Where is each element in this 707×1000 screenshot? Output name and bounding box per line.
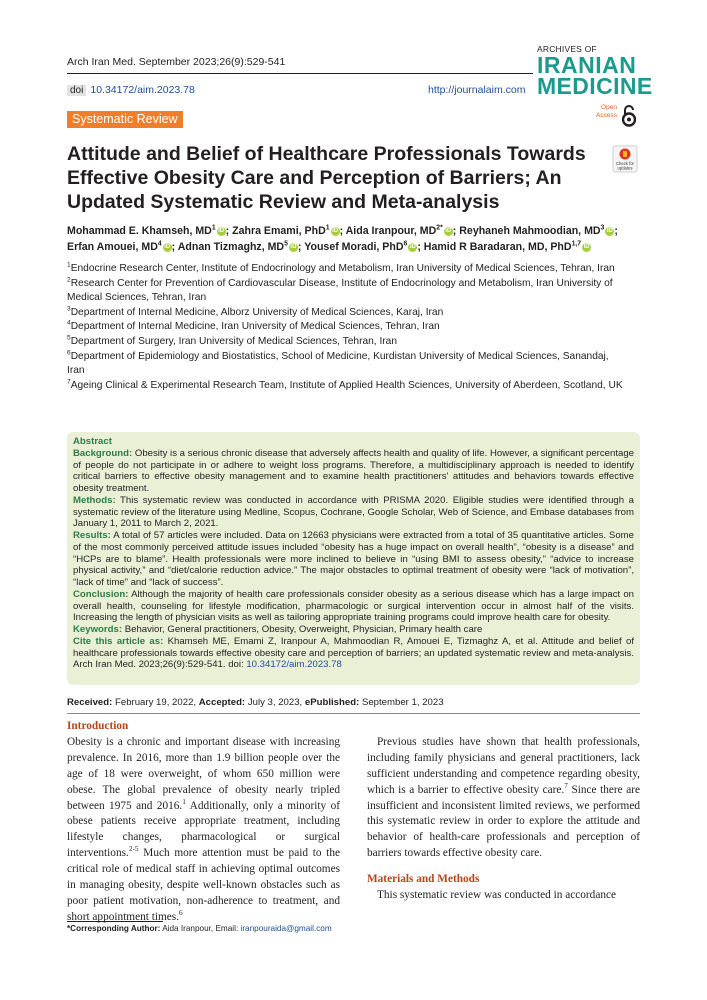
journal-reference: Arch Iran Med. September 2023;26(9):529-541: [67, 56, 286, 68]
check-updates-line1: Check for: [616, 161, 634, 166]
open-access-label: [596, 104, 617, 120]
affiliations-list: [67, 262, 627, 393]
author-affiliation-sup: 2*: [436, 224, 443, 232]
doi-link[interactable]: 10.34172/aim.2023.78: [90, 84, 195, 96]
corresponding-email-link[interactable]: iranpouraida@gmail.com: [240, 924, 332, 933]
citation-ref: 6: [179, 908, 183, 918]
abstract-keywords: [73, 624, 634, 636]
article-dates: [67, 697, 444, 708]
orcid-icon[interactable]: iD: [606, 228, 613, 234]
doi-block: [67, 84, 195, 96]
affiliation-text: Department of Surgery, Iran University of Medical Sciences, Tehran, Iran: [70, 335, 398, 347]
author-name: Aida Iranpour, MD: [345, 225, 437, 237]
article-type-badge: Systematic Review: [67, 111, 183, 128]
orcid-icon[interactable]: iD: [445, 228, 452, 234]
affiliation-number: 1: [67, 261, 71, 269]
author-list: [67, 223, 627, 255]
conclusion-text: Although the majority of health care professionals consider obesity as a serious disease which has a large impact on overall health, counseling for lifestyle modification, pharmacologic or surgical intervention occur in almost half of the visits. Increasing the length of physician visits as well as tailoring appropriate training programs could improve health care for obesity.: [73, 588, 634, 624]
affiliation-number: 2: [67, 276, 71, 284]
affiliation-text: Department of Internal Medicine, Iran University of Medical Sciences, Tehran, Iran: [70, 321, 440, 333]
open-access-line1: Open: [601, 104, 617, 111]
author-separator: ;: [297, 241, 305, 253]
affiliation-item: [67, 320, 627, 335]
methods-paragraph-1: This systematic review was conducted in accordance: [377, 889, 617, 902]
received-date: February 19, 2022,: [115, 697, 197, 708]
author-separator: ;: [339, 225, 346, 237]
methods-label: Methods:: [73, 494, 116, 506]
epublished-date: September 1, 2023: [361, 697, 444, 708]
abstract-background: [73, 448, 634, 495]
affiliation-text: Ageing Clinical & Experimental Research Team, Institute of Applied Health Sciences, University of Aberdeen, Scotland, UK: [70, 379, 623, 391]
keywords-label: Keywords:: [73, 624, 123, 635]
corresponding-name: Aida Iranpour, Email:: [162, 924, 239, 933]
author-affiliation-sup: 1,7: [571, 240, 582, 248]
orcid-icon[interactable]: iD: [290, 244, 297, 250]
author-name: Yousef Moradi, PhD: [304, 241, 404, 253]
affiliation-item: [67, 277, 627, 306]
orcid-icon[interactable]: iD: [409, 244, 416, 250]
results-label: Results:: [73, 530, 111, 541]
abstract-methods: [73, 495, 634, 530]
accepted-label: Accepted:: [198, 697, 246, 708]
author-affiliation-sup: 4: [157, 240, 162, 248]
epublished-label: ePublished:: [304, 697, 360, 708]
affiliation-text: Department of Internal Medicine, Alborz University of Medical Sciences, Karaj, Iran: [70, 306, 444, 318]
doi-label: doi: [67, 85, 86, 96]
journal-url-link[interactable]: http://journalaim.com: [428, 84, 526, 96]
journal-logo-top: ARCHIVES OF: [537, 44, 597, 54]
methods-text: This systematic review was conducted in accordance with PRISMA 2020. Eligible studies were identified through a systematic review of the literature using Medline, Scopus, Cochrane, Google Scholar, Web of Science, and Embase databases from January 1, 2011 to March 2, 2021.: [73, 494, 634, 530]
intro-p2-part1: Previous studies have shown that health professionals, including family physicians and general practitioners, lack sufficient understanding and competence regarding obesity, which is a barrier to effective obesity care.: [367, 735, 640, 796]
author-name: Erfan Amouei, MD: [67, 241, 158, 253]
author-name: Adnan Tizmaghz, MD: [177, 241, 285, 253]
affiliation-text: Research Center for Prevention of Cardiovascular Disease, Institute of Endocrinology and Metabolism, Iran University of Medical Sciences, Tehran, Iran: [67, 277, 613, 304]
abstract-conclusion: [73, 589, 634, 624]
check-for-updates-icon[interactable]: [612, 145, 638, 173]
author-name: Hamid R Baradaran, MD, PhD: [423, 241, 572, 253]
article-title: Attitude and Belief of Healthcare Professionals Towards Effective Obesity Care and Perception of Barriers; An Updated Systematic Review and Meta-analysis: [67, 143, 586, 213]
orcid-icon[interactable]: iD: [164, 244, 171, 250]
background-text: Obesity is a serious chronic disease that adversely affects health and quality of life. However, a significant percentage of people do not participate in or adhere to weight loss programs. Therefore, a multidisciplinary approach is needed to identify critical barriers to effective obesity management and to examine health practitioners' attitudes and behaviors towards effective obesity treatment.: [73, 447, 634, 494]
check-updates-line2: updates: [617, 165, 633, 171]
footnote-rule: [67, 921, 163, 922]
accepted-date: July 3, 2023,: [247, 697, 303, 708]
open-access-line2: Access: [596, 112, 617, 119]
intro-p1-part3: Much more attention must be paid to the critical role of medical staff in achieving optimal outcomes in managing obesity, despite well-known obstacles such as poor patient motivation, non-adherence to treatment, and short appointment times.: [67, 847, 340, 923]
cite-text: Khamseh ME, Emami Z, Iranpour A, Mahmoodian R, Amouei E, Tizmaghz A, et al. Attitude and belief of healthcare professionals towards effective obesity care and perception of barriers; an updated systematic review and meta-analysis. Arch Iran Med. 2023;26(9):529-541. doi:: [73, 635, 634, 671]
orcid-icon[interactable]: iD: [218, 228, 225, 234]
author-affiliation-sup: 1: [325, 224, 330, 232]
keywords-text: Behavior, General practitioners, Obesity, Overweight, Physician, Primary health care: [124, 624, 483, 635]
author-separator: ;: [614, 225, 618, 237]
author-separator: ;: [417, 241, 424, 253]
dates-rule: [67, 713, 640, 714]
affiliation-text: Department of Epidemiology and Biostatistics, School of Medicine, Kurdistan University of Medical Sciences, Sanandaj, Iran: [67, 350, 609, 377]
body-column-right: [367, 719, 640, 904]
author-affiliation-sup: 3: [600, 224, 605, 232]
abstract: [73, 436, 634, 671]
affiliation-item: [67, 379, 627, 394]
corresponding-label: *Corresponding Author:: [67, 924, 161, 933]
author-affiliation-sup: 5: [284, 240, 288, 248]
methods-heading: Materials and Methods: [367, 873, 480, 886]
author-affiliation-sup: 6: [403, 240, 408, 248]
section-spacer: [367, 862, 640, 872]
orcid-icon[interactable]: iD: [332, 228, 339, 234]
affiliation-item: [67, 306, 627, 321]
abstract-citation: [73, 636, 634, 671]
intro-p1-part2: Additionally, only a minority of obese patients receive appropriate treatment, including lifestyle changes, pharmacological or surgical interventions.: [67, 799, 340, 860]
background-label: Background:: [73, 447, 133, 459]
author-name: Zahra Emami, PhD: [232, 225, 326, 237]
intro-p2-part2: Since there are insufficient and inconsistent limited reviews, we performed this systematic review in order to explore the attitude and behavior of health-care professionals and perception of barriers towards effective obesity care.: [367, 783, 640, 860]
citation-ref: 1: [182, 796, 186, 806]
results-text: A total of 57 articles were included. Data on 12663 physicians were extracted from a total of 35 quantitative articles. Some of the most commonly perceived attitude issues included “obesity has a huge impact on overall health”, “obesity is a disease” and “HCPs are to blame”. Health professionals were more inclined to believe in “using BMI to assess obesity,” “advice to increase physical activity,” and “diet/calorie reduction advice.” The major obstacles to optimal treatment of obesity were “lack of motivation”, “lack of time” and “lack of success”.: [73, 530, 634, 588]
intro-paragraph-1: [67, 735, 340, 926]
citation-ref: 2-5: [128, 844, 139, 854]
cite-label: Cite this article as:: [73, 635, 164, 647]
column-continuation-spacer: [367, 719, 640, 735]
header-rule: [67, 73, 533, 74]
author-affiliation-sup: 1: [211, 224, 216, 232]
body-column-left: [67, 719, 340, 926]
journal-logo-line1: IRANIAN: [537, 52, 637, 78]
author-separator: ;: [225, 225, 233, 237]
corresponding-author: [67, 924, 332, 933]
intro-paragraph-2: [367, 735, 640, 862]
author-separator: ;: [452, 225, 460, 237]
orcid-icon[interactable]: iD: [583, 244, 590, 250]
introduction-heading: Introduction: [67, 720, 129, 732]
abstract-heading: Abstract: [73, 436, 112, 447]
author-name: Mohammad E. Khamseh, MD: [67, 225, 212, 237]
journal-logo-line2: MEDICINE: [537, 73, 653, 99]
affiliation-text: Endocrine Research Center, Institute of Endocrinology and Metabolism, Iran University of Medical Sciences, Tehran, Iran: [70, 263, 615, 274]
affiliation-item: [67, 350, 627, 379]
affiliation-item: [67, 335, 627, 350]
author-separator: ;: [171, 241, 178, 253]
citation-ref: 7: [564, 780, 568, 790]
affiliation-item: [67, 262, 627, 277]
affiliation-number: 3: [67, 305, 71, 313]
author-name: Reyhaneh Mahmoodian, MD: [459, 225, 601, 237]
affiliation-number: 5: [67, 334, 71, 342]
affiliation-number: 7: [67, 378, 71, 386]
intro-p1-part1: Obesity is a chronic and important disease with increasing prevalence. In 2016, more than 1.9 billion people over the age of 18 were overweight, of whom 650 million were obese. The global prevalence of obesity nearly tripled between 1975 and 2016.: [67, 735, 340, 812]
affiliation-number: 6: [67, 349, 71, 357]
conclusion-label: Conclusion:: [73, 588, 129, 600]
received-label: Received:: [67, 697, 113, 708]
abstract-results: [73, 530, 634, 589]
open-access-icon: [622, 105, 636, 127]
affiliation-number: 4: [67, 319, 71, 327]
cite-doi-link[interactable]: 10.34172/aim.2023.78: [246, 659, 342, 671]
